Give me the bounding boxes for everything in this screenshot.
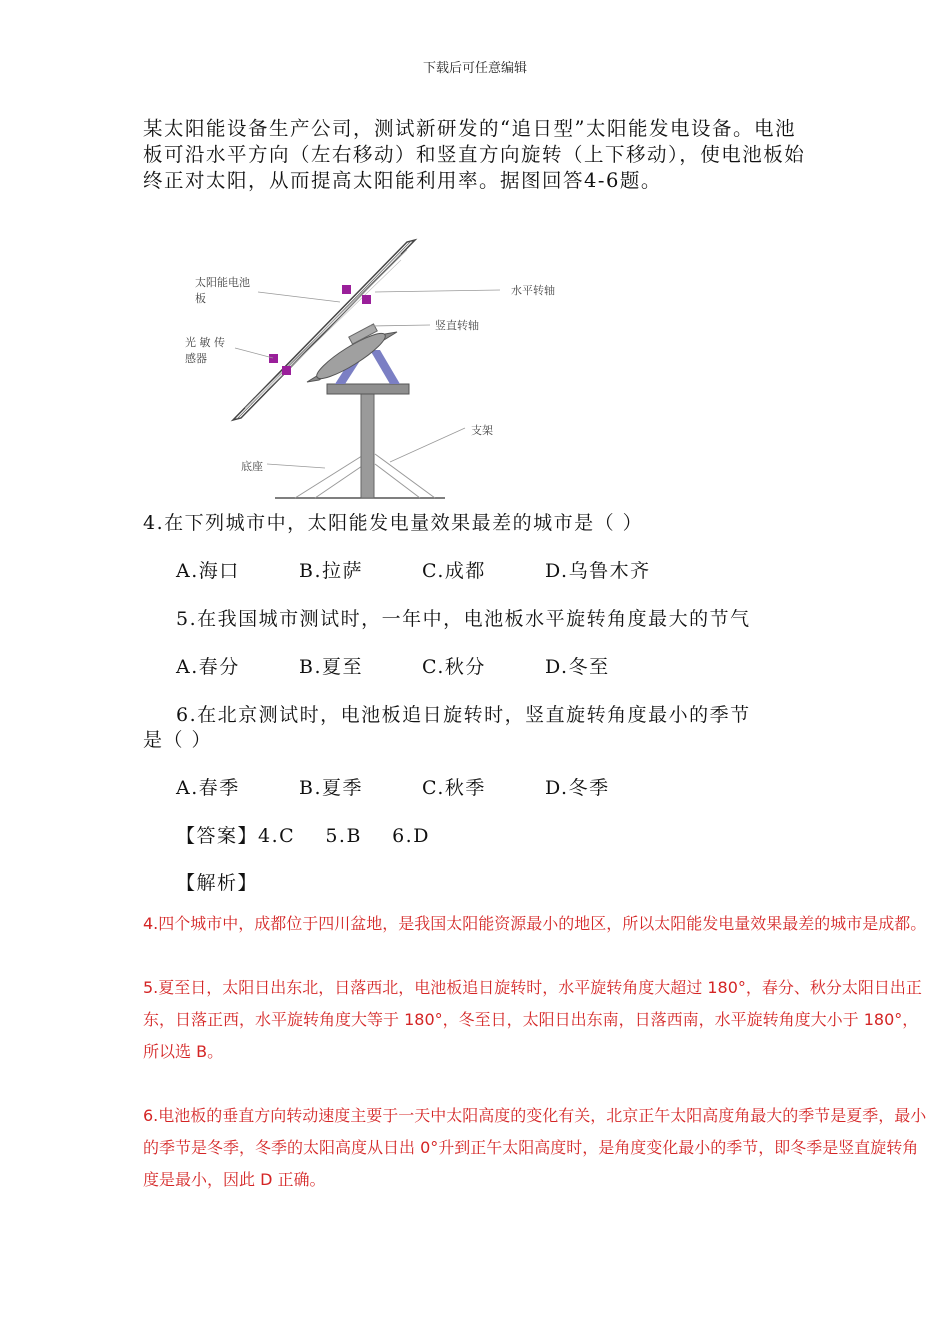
question-5: 5.在我国城市测试时，一年中，电池板水平旋转角度最大的节气	[176, 608, 751, 630]
option-b: B.夏季	[299, 777, 364, 799]
question-6-cont: 是（ ）	[143, 729, 213, 751]
base-leg	[295, 454, 365, 498]
question-4: 4.在下列城市中，太阳能发电量效果最差的城市是（ ）	[143, 512, 644, 534]
sensor-block	[269, 354, 278, 363]
support-crossbar	[327, 384, 409, 394]
analysis-6: 6.电池板的垂直方向转动速度主要于一天中太阳高度的变化有关，北京正午太阳高度角最大的季节是夏季，最小的季节是冬季，冬季的太阳高度从日出 0°升到正午太阳高度时，是角度变化最小的季节，即冬季是竖直旋转角度是最小，因此 D 正确。	[143, 1106, 927, 1189]
option-b: B.夏至	[299, 656, 364, 678]
strut	[370, 350, 400, 384]
base-leg	[375, 454, 435, 498]
option-c: C.秋季	[422, 777, 486, 799]
sensor-block	[282, 366, 291, 375]
option-d: D.冬季	[545, 777, 610, 799]
option-c: C.秋分	[422, 656, 486, 678]
base-leg	[375, 464, 420, 498]
label-panel: 板	[195, 292, 206, 305]
intro-paragraph: 某太阳能设备生产公司，测试新研发的“追日型”太阳能发电设备。电池板可沿水平方向（左右移动）和竖直方向旋转（上下移动），使电池板始终正对太阳，从而提高太阳能利用率。据图回答4-6题。	[143, 117, 806, 192]
label-sensor: 感器	[185, 352, 207, 365]
option-c: C.成都	[422, 560, 486, 582]
solar-tracker-diagram	[175, 232, 595, 504]
option-d: D.乌鲁木齐	[545, 560, 651, 582]
sensor-block	[362, 295, 371, 304]
analysis-5: 5.夏至日，太阳日出东北，日落西北，电池板追日旋转时，水平旋转角度大超过 180°，春分、秋分太阳日出正东，日落正西，水平旋转角度大等于 180°，冬至日，太阳日出东南，日落西南，水平旋转角度大小于 180°，所以选 B。	[143, 978, 922, 1061]
label-base: 底座	[241, 460, 263, 473]
option-d: D.冬至	[545, 656, 610, 678]
page-header: 下载后可任意编辑	[422, 61, 527, 76]
option-b: B.拉萨	[299, 560, 364, 582]
question-5-options	[176, 652, 668, 679]
analysis-heading: 【解析】	[176, 872, 259, 894]
question-6-options	[176, 773, 668, 800]
label-sensor: 光 敏 传	[185, 336, 225, 349]
label-support: 支架	[471, 424, 493, 437]
sensor-block	[342, 285, 351, 294]
analysis-4: 4.四个城市中，成都位于四川盆地，是我国太阳能资源最小的地区，所以太阳能发电量效果最差的城市是成都。	[143, 914, 927, 933]
answer-line: 【答案】4.C 5.B 6.D	[176, 825, 430, 847]
option-a: A.春分	[176, 656, 240, 678]
label-panel: 太阳能电池	[195, 276, 250, 289]
question-4-options	[176, 556, 668, 583]
option-a: A.春季	[176, 777, 240, 799]
label-horizontal-axis: 水平转轴	[511, 284, 555, 297]
support-pole	[361, 394, 374, 498]
option-a: A.海口	[176, 560, 240, 582]
label-vertical-axis: 竖直转轴	[435, 319, 479, 332]
question-6: 6.在北京测试时，电池板追日旋转时，竖直旋转角度最小的季节	[176, 704, 751, 726]
